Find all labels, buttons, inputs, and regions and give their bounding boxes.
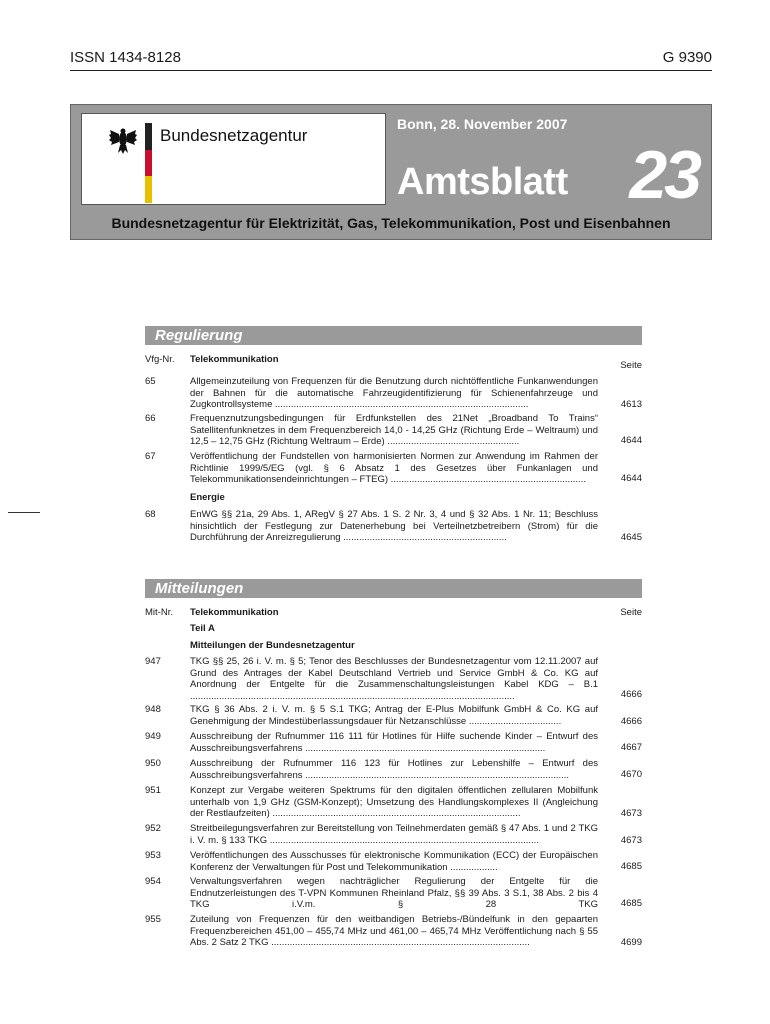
column-label-mit: Mit-Nr.: [145, 607, 173, 618]
entry-text: Streitbeilegungsverfahren zur Bereitstellung von Teilnehmerdaten gemäß § 47 Abs. 1 und 2 TKG i. V. m. § 133 TKG ......................................................................................................: [190, 823, 598, 846]
entry-number: 947: [145, 656, 161, 667]
section-title: Regulierung: [155, 327, 243, 344]
entry-page: 4699: [620, 937, 642, 948]
entry-page: 4673: [620, 808, 642, 819]
entry-number: 953: [145, 850, 161, 861]
entry-number: 68: [145, 509, 156, 520]
entry-number: 66: [145, 413, 156, 424]
entry-number: 952: [145, 823, 161, 834]
entry-text: TKG §§ 25, 26 i. V. m. § 5; Tenor des Beschlusses der Bundesnetzagentur vom 12.11.2007 auf Grund des Antrages der Kabel Deutschland Vertrieb und Service GmbH & Co. KG auf Anordnung der Entgelte für die Zusammenschaltungsleistungen Kabel KDG – B.1 ...........................................................................................................................: [190, 656, 598, 702]
publication-title: Amtsblatt: [397, 161, 568, 203]
entry-text: Ausschreibung der Rufnummer 116 111 für Hotlines für Hilfe suchende Kinder – Entwurf des Ausschreibungsverfahrens ...........................................................................................: [190, 731, 598, 754]
entry-text: EnWG §§ 21a, 29 Abs. 1, ARegV § 27 Abs. 1 S. 2 Nr. 3, 4 und § 32 Abs. 1 Nr. 11; Beschluss hinsichtlich der Festlegung zur Datenerhebung bei Verteilnetzbetreibern (Strom) für die Durchführung der Anreizregulierung ..............................................................: [190, 509, 598, 543]
section-title: Mitteilungen: [155, 580, 244, 597]
entry-number: 954: [145, 876, 161, 887]
entry-page: 4613: [620, 399, 642, 410]
part-label: Teil A: [190, 623, 215, 634]
entry-text: Konzept zur Vergabe weiteren Spektrums für den digitalen öffentlichen zellularen Mobilfunk unterhalb von 1,9 GHz (GSM-Konzept); Umsetzung des Handlungskomplexes II (Angleichung der Restlaufzeiten) ..............................................................................................: [190, 785, 598, 819]
entry-text: TKG § 36 Abs. 2 i. V. m. § 5 S.1 TKG; Antrag der E-Plus Mobilfunk GmbH & Co. KG auf Genehmigung der Mindestüberlassungsdauer für Netzanschlüsse ...................................: [190, 704, 598, 727]
entry-text: Veröffentlichungen des Ausschusses für elektronische Kommunikation (ECC) der Europäischen Konferenz der Verwaltungen für Post und Telekommunikation ..................: [190, 850, 598, 873]
entry-page: 4666: [620, 716, 642, 727]
agency-logo-box: [81, 113, 386, 205]
entry-number: 955: [145, 914, 161, 925]
entry-page: 4667: [620, 742, 642, 753]
agency-name: Bundesnetzagentur: [160, 126, 308, 145]
section-header-mitteilungen: [145, 579, 642, 598]
entry-page: 4670: [620, 769, 642, 780]
part-heading: Mitteilungen der Bundesnetzagentur: [190, 640, 355, 651]
section-header-regulierung: [145, 326, 642, 345]
entry-text: Ausschreibung der Rufnummer 116 123 für Hotlines zur Lebenshilfe – Entwurf des Ausschreibungsverfahrens ....................................................................................................: [190, 758, 598, 781]
masthead: [70, 104, 712, 240]
german-flag-stripe: [145, 123, 152, 203]
federal-eagle-icon: [108, 126, 138, 156]
entry-page: 4673: [620, 835, 642, 846]
entry-page: 4644: [620, 473, 642, 484]
entry-text: Veröffentlichung der Fundstellen von harmonisierten Normen zur Anwendung im Rahmen der Richtlinie 1999/5/EG (vgl. § 6 Absatz 1 des Gesetzes über Funkanlagen und Telekommunikationsendeinrichtungen – FTEG) ..........................................................................: [190, 451, 598, 485]
entry-page: 4666: [620, 689, 642, 700]
entry-text: Allgemeinzuteilung von Frequenzen für die Benutzung durch nichtöffentliche Funkanwendungen der Bahnen für die automatische Fahrzeugidentifizierung für Schienenfahrzeuge und Zugkontrollsysteme ................................................................................................: [190, 376, 598, 410]
entry-number: 949: [145, 731, 161, 742]
entry-number: 951: [145, 785, 161, 796]
category-energie: Energie: [190, 492, 225, 503]
entry-page: 4685: [620, 861, 642, 872]
column-label-seite: Seite: [620, 607, 642, 618]
category-telekommunikation: Telekommunikation: [190, 354, 279, 365]
entry-text: Zuteilung von Frequenzen für den weitbandigen Betriebs-/Bündelfunk in den gepaarten Frequenzbereichen 451,00 – 455,74 MHz und 461,00 – 465,74 MHz Veröffentlichung nach § 55 Abs. 2 Satz 2 TKG ..................................................................................................: [190, 914, 598, 948]
entry-page: 4645: [620, 532, 642, 543]
issue-date: Bonn, 28. November 2007: [397, 116, 568, 132]
issn-number: ISSN 1434-8128: [70, 49, 181, 66]
entry-number: 67: [145, 451, 156, 462]
entry-page: 4644: [620, 435, 642, 446]
entry-text: Frequenznutzungsbedingungen für Erdfunkstellen des 21Net „Broadband To Trains“ Satellitenfunknetzes in dem Frequenzbereich 14,0 - 14,25 GHz (Richtung Erde – Weltraum) und 12,5 – 12,75 GHz (Richtung Weltraum – Erde) ..................................................: [190, 413, 598, 447]
issue-number: 23: [629, 137, 699, 213]
category-telekommunikation: Telekommunikation: [190, 607, 279, 618]
entry-text: Verwaltungsverfahren wegen nachträglicher Regulierung der Entgelte für die Endnutzerleistungen des T-VPN Kommunen Rheinland Pfalz, §§ 39 Abs. 3 S.1, 38 Abs. 2 bis 4 TKG i.V.m. § 28 TKG: [190, 876, 598, 910]
entry-number: 65: [145, 376, 156, 387]
margin-mark: [8, 512, 40, 513]
entry-number: 948: [145, 704, 161, 715]
postal-code: G 9390: [662, 49, 712, 66]
entry-number: 950: [145, 758, 161, 769]
top-rule: [70, 48, 712, 71]
column-label-vfg: Vfg-Nr.: [145, 354, 175, 365]
column-label-seite: Seite: [620, 360, 642, 371]
entry-page: 4685: [620, 898, 642, 909]
publication-subtitle: Bundesnetzagentur für Elektrizität, Gas, Telekommunikation, Post und Eisenbahnen: [111, 215, 671, 231]
